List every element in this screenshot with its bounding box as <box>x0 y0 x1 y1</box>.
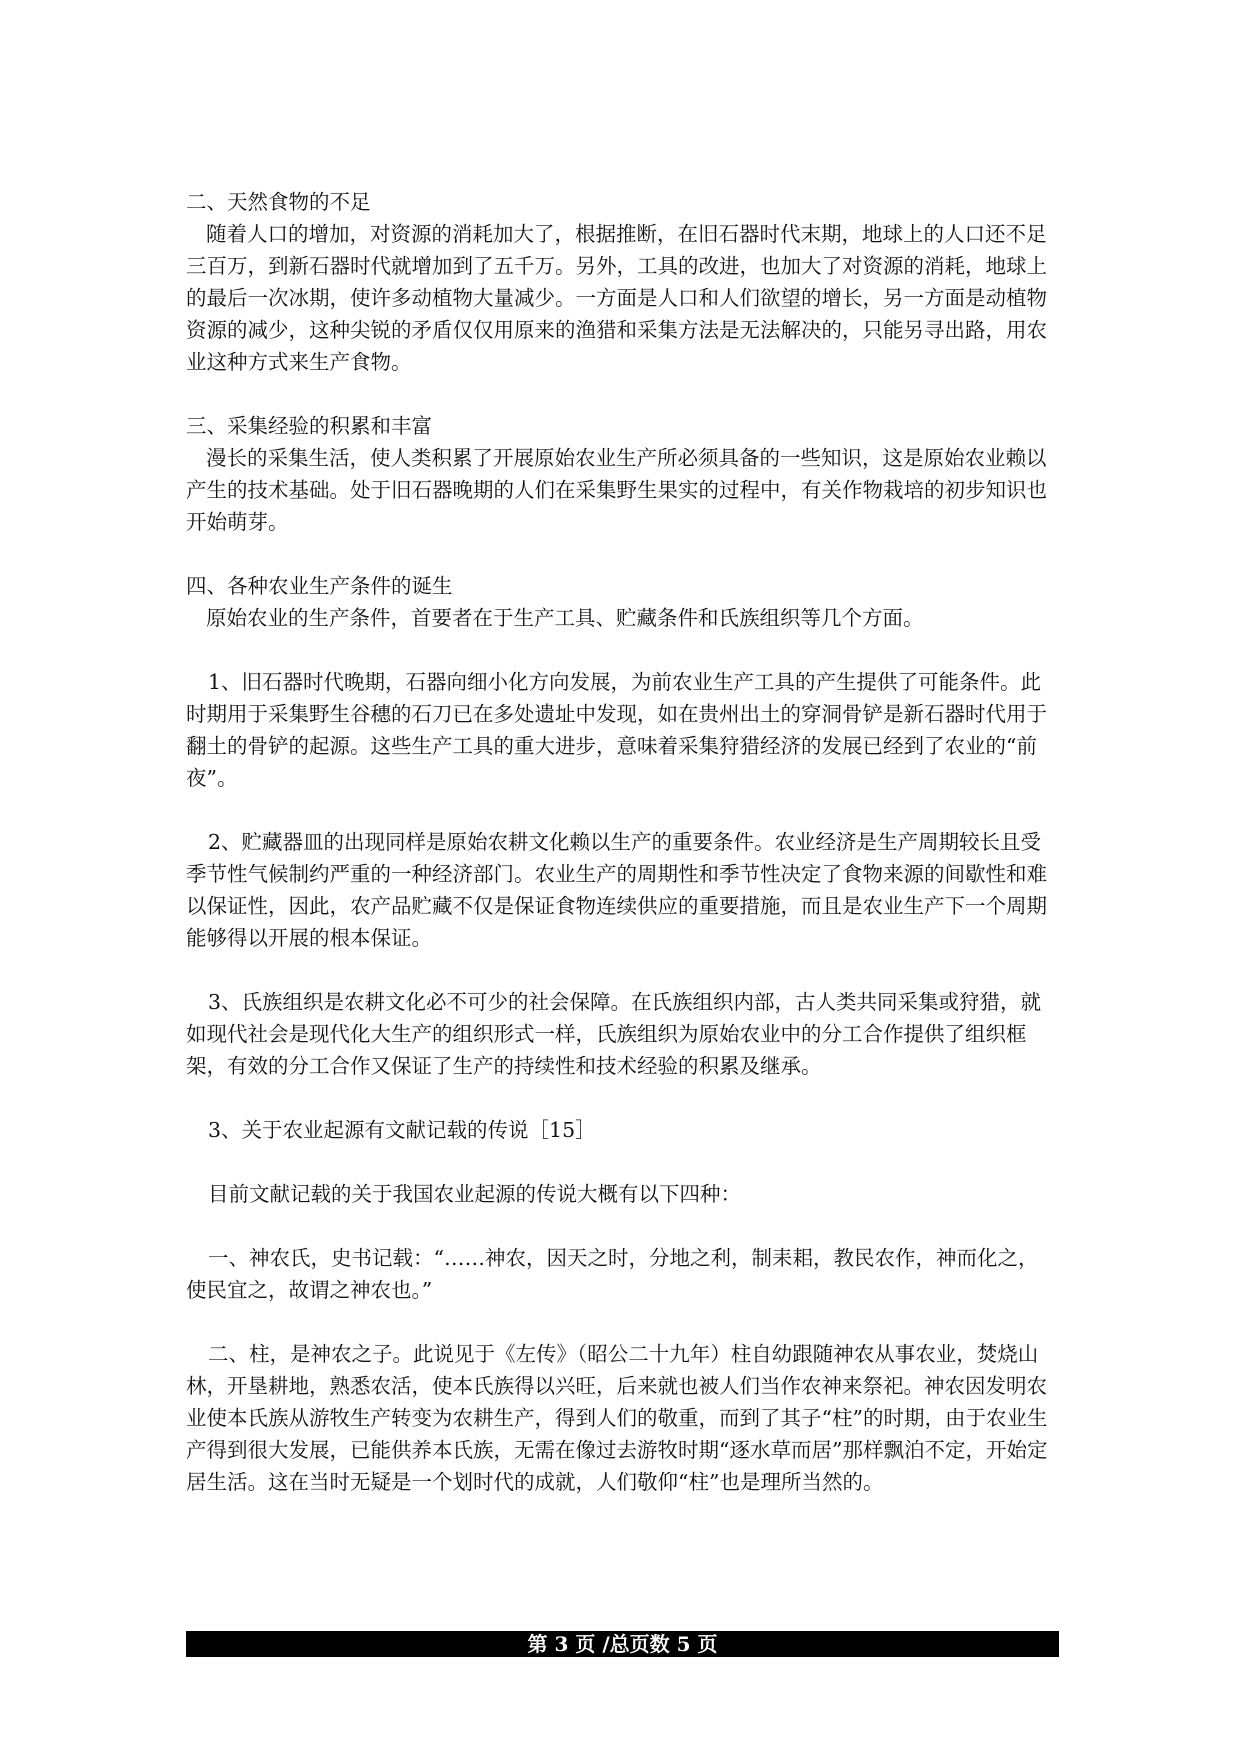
paragraph-condition-storage: 2、贮藏器皿的出现同样是原始农耕文化赖以生产的重要条件。农业经济是生产周期较长且受季节性气候制约严重的一种经济部门。农业生产的周期性和季节性决定了食物来源的间歇性和难以保证性，因此，农产品贮藏不仅是保证食物连续供应的重要措施，而且是农业生产下一个周期能够得以开展的根本保证。 <box>186 830 1047 950</box>
paragraph-legends-intro: 目前文献记载的关于我国农业起源的传说大概有以下四种： <box>208 1182 741 1206</box>
page-footer <box>186 1631 1059 1657</box>
paragraph-condition-clan: 3、氏族组织是农耕文化必不可少的社会保障。在氏族组织内部，古人类共同采集或狩猎，就如现代社会是现代化大生产的组织形式一样，氏族组织为原始农业中的分工合作提供了组织框架，有效的分工合作又保证了生产的持续性和技术经验的积累及继承。 <box>186 990 1042 1078</box>
section-heading-natural-food: 二、天然食物的不足 <box>186 190 371 214</box>
paragraph-gathering-experience: 漫长的采集生活，使人类积累了开展原始农业生产所必须具备的一些知识，这是原始农业赖以产生的技术基础。处于旧石器晚期的人们在采集野生果实的过程中，有关作物栽培的初步知识也开始萌芽。 <box>186 446 1047 534</box>
section-heading-legends: 3、关于农业起源有文献记载的传说［15］ <box>208 1118 596 1142</box>
paragraph-production-conditions: 原始农业的生产条件，首要者在于生产工具、贮藏条件和氏族组织等几个方面。 <box>206 606 924 630</box>
page-number-label: 第 3 页 /总页数 5 页 <box>527 1632 718 1656</box>
document-body <box>186 186 1056 1498</box>
section-heading-gathering-experience: 三、采集经验的积累和丰富 <box>186 414 432 438</box>
section-heading-production-conditions: 四、各种农业生产条件的诞生 <box>186 574 453 598</box>
paragraph-legend-zhu: 二、柱，是神农之子。此说见于《左传》（昭公二十九年）柱自幼跟随神农从事农业，焚烧山林，开垦耕地，熟悉农活，使本氏族得以兴旺，后来就也被人们当作农神来祭祀。神农因发明农业使本氏族从游牧生产转变为农耕生产，得到人们的敬重，而到了其子“柱”的时期，由于农业生产得到很大发展，已能供养本氏族，无需在像过去游牧时期“逐水草而居”那样飘泊不定，开始定居生活。这在当时无疑是一个划时代的成就，人们敬仰“柱”也是理所当然的。 <box>186 1342 1048 1494</box>
paragraph-legend-shennong: 一、神农氏，史书记载：“……神农，因天之时，分地之利，制耒耜，教民农作，神而化之，使民宜之，故谓之神农也。” <box>186 1246 1039 1302</box>
paragraph-condition-tools: 1、旧石器时代晚期，石器向细小化方向发展，为前农业生产工具的产生提供了可能条件。此时期用于采集野生谷穗的石刀已在多处遗址中发现，如在贵州出土的穿洞骨铲是新石器时代用于翻土的骨铲的起源。这些生产工具的重大进步，意味着采集狩猎经济的发展已经到了农业的“前夜”。 <box>186 670 1047 790</box>
paragraph-natural-food: 随着人口的增加，对资源的消耗加大了，根据推断，在旧石器时代末期，地球上的人口还不足三百万，到新石器时代就增加到了五千万。另外，工具的改进，也加大了对资源的消耗，地球上的最后一次冰期，使许多动植物大量减少。一方面是人口和人们欲望的增长，另一方面是动植物资源的减少，这种尖锐的矛盾仅仅用原来的渔猎和采集方法是无法解决的，只能另寻出路，用农业这种方式来生产食物。 <box>186 222 1047 374</box>
